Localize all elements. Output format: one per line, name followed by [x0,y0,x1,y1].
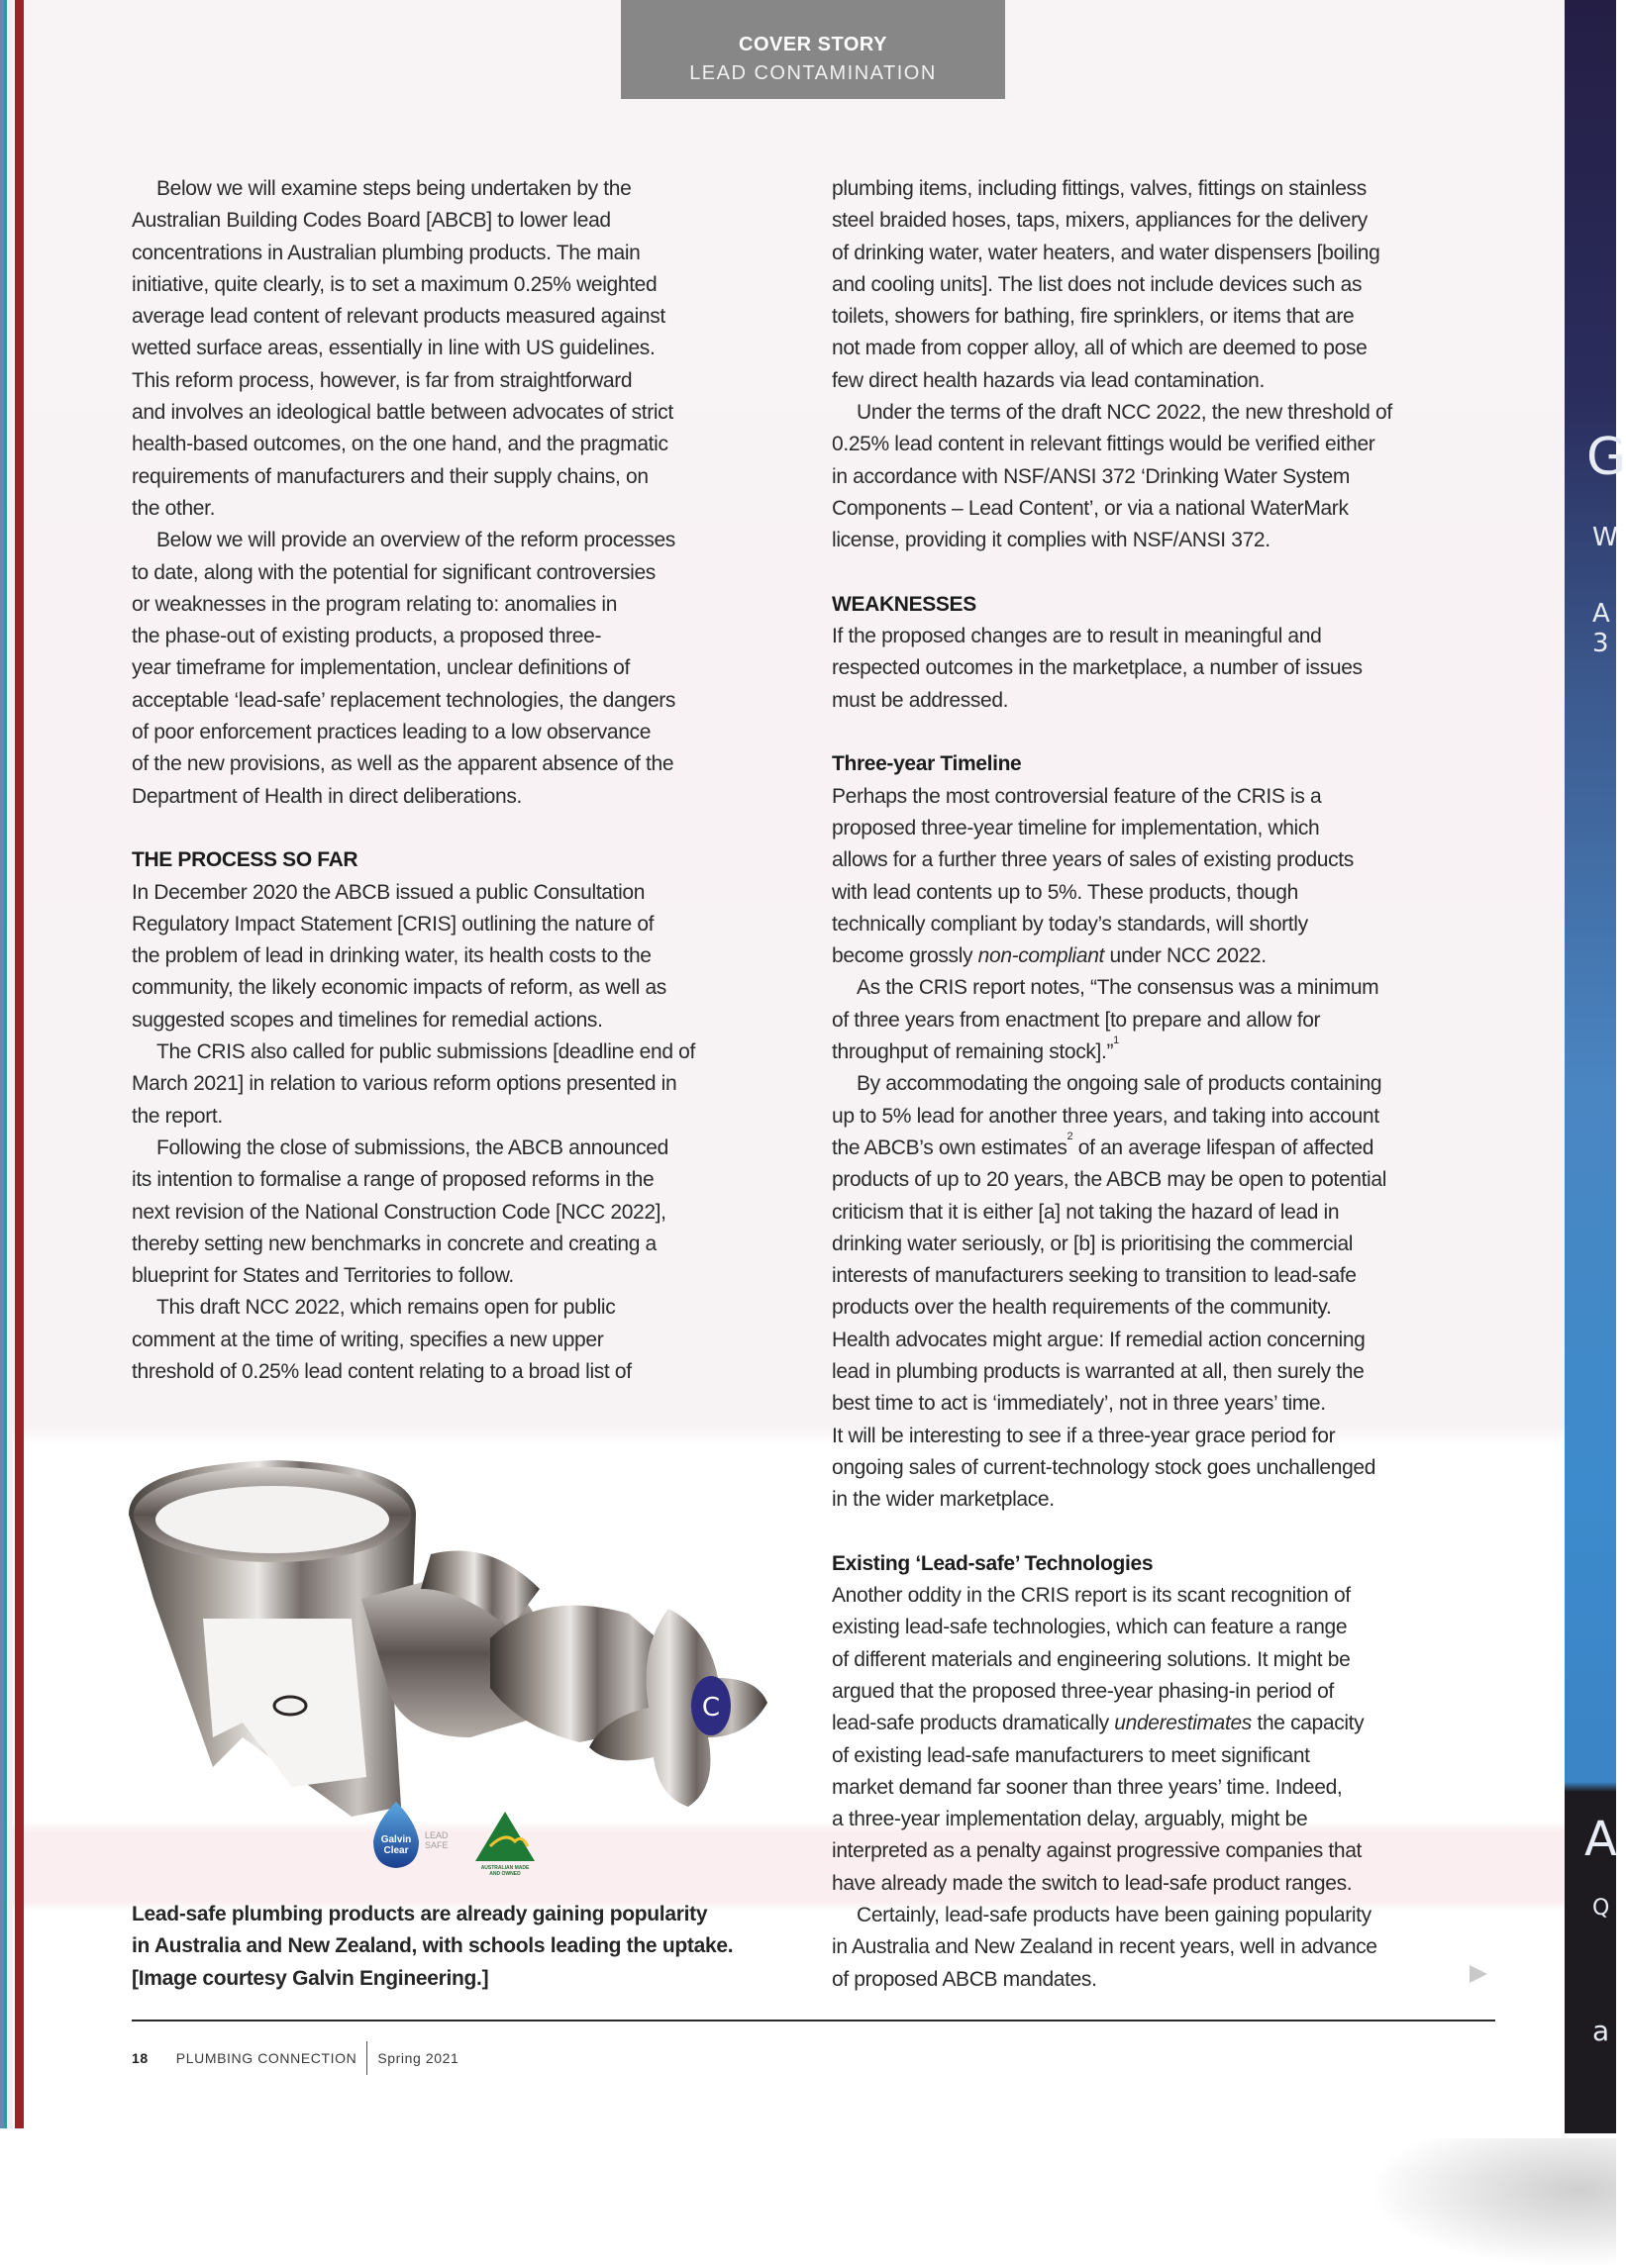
scan-shadow [1367,2138,1616,2268]
text-line: community, the likely economic impacts of reform, as well as [132,976,666,1000]
galvin-logo-text: Clear [383,1845,409,1856]
binding-stripe-red [15,0,24,2128]
timeline-paragraph-3-line: up to 5% lead for another three years, and taking into account [832,1104,1379,1128]
bleed-letter: a [1592,2015,1610,2047]
text-line: steel braided hoses, taps, mixers, appliances for the delivery [832,209,1368,233]
text-line: Under the terms of the draft NCC 2022, the new threshold of [857,401,1392,425]
publication-name: PLUMBING CONNECTION [175,2050,357,2066]
footer-divider [366,2041,367,2075]
text-line: must be addressed. [832,688,1009,712]
bleed-letter: A [1584,1812,1617,1867]
galvin-logo-text: Galvin [380,1834,412,1845]
lead-safe-text: SAFE [425,1840,449,1850]
text-line: Below we will examine steps being undertaken by the [156,177,632,200]
text-line: 0.25% lead content in relevant fittings would be verified either [832,433,1375,456]
text-line: acceptable ‘lead-safe’ replacement technologies, the dangers [132,688,676,712]
text-line: a three-year implementation delay, arguably, might be [832,1808,1308,1831]
aus-made-text: AUSTRALIAN MADE [480,1865,530,1871]
article-column-left [132,173,805,1388]
text-line: concentrations in Australian plumbing products. The main [132,241,641,264]
adjacent-page-bleed [1565,0,1626,2133]
continued-paragraph-2 [832,397,1505,556]
tech-paragraph-1-emphasis-line [832,1708,1505,1739]
text-line: initiative, quite clearly, is to set a maximum 0.25% weighted [132,272,658,296]
text-line: with lead contents up to 5%. These products, though [832,880,1298,904]
bleed-letter: Q [1592,1896,1610,1921]
text-line: the phase-out of existing products, a proposed three- [132,625,602,648]
text-line: Australian Building Codes Board [ABCB] to lower lead [132,209,611,233]
heading-three-year-timeline: Three-year Timeline [832,752,1022,776]
text-line: of different materials and engineering solutions. It might be [832,1647,1351,1671]
bracket-ring [129,1460,416,1817]
text-line: suggested scopes and timelines for remedial actions. [132,1008,603,1032]
tech-paragraph-2 [832,1900,1505,1996]
article-column-right [832,173,1505,1996]
text-line: argued that the proposed three-year phasing-in period of [832,1679,1334,1703]
continued-paragraph-1 [832,173,1505,397]
text-line: health-based outcomes, on the one hand, and the pragmatic [132,433,668,456]
process-paragraph-1 [132,877,805,1036]
text-run: the ABCB’s own estimates [832,1135,1067,1159]
text-line: its intention to formalise a range of proposed reforms in the [132,1168,655,1192]
text-line: blueprint for States and Territories to follow. [132,1264,514,1288]
tech-paragraph-1a [832,1580,1505,1708]
text-line: Following the close of submissions, the ABCB announced [156,1135,668,1159]
heading-weaknesses: WEAKNESSES [832,592,976,616]
text-line: Another oddity in the CRIS report is its scant recognition of [832,1584,1351,1608]
timeline-paragraph-1-last-line [832,940,1505,972]
text-line: In December 2020 the ABCB issued a public Consultation [132,880,646,904]
weaknesses-paragraph [832,621,1505,717]
text-line: criticism that it is either [a] not taking the hazard of lead in [832,1200,1340,1224]
text-line: year timeframe for implementation, unclear definitions of [132,656,630,680]
text-line: average lead content of relevant products measured against [132,305,665,329]
text-line: threshold of 0.25% lead content relating to a broad list of [132,1359,632,1383]
text-run: become grossly [832,944,978,968]
text-line: allows for a further three years of sales of existing products [832,848,1354,872]
page-footer [132,2041,458,2075]
section-title: LEAD CONTAMINATION [689,62,937,84]
emphasis-non-compliant: non-compliant [977,944,1105,968]
caption-line: Lead-safe plumbing products are already gaining popularity [132,1903,708,1925]
text-line: interests of manufacturers seeking to transition to lead-safe [832,1264,1357,1288]
intro-paragraph-1 [132,173,805,525]
text-line: in Australia and New Zealand in recent years, well in advance [832,1935,1377,1959]
spacer [132,813,805,844]
text-line: of existing lead-safe manufacturers to meet significant [832,1743,1310,1767]
text-line: existing lead-safe technologies, which can feature a range [832,1616,1348,1639]
text-line: proposed three-year timeline for implementation, which [832,816,1320,839]
text-line: wetted surface areas, essentially in line with US guidelines. [132,337,656,360]
text-line: Certainly, lead-safe products have been gaining popularity [857,1904,1372,1927]
timeline-paragraph-1 [832,781,1505,940]
text-line: requirements of manufacturers and their supply chains, on [132,464,649,488]
text-line: to date, along with the potential for significant controversies [132,560,656,584]
binding-stripe-light [7,0,13,2128]
text-line: The CRIS also called for public submissions [deadline end of [156,1040,695,1064]
caption-line: in Australia and New Zealand, with schools leading the uptake. [132,1934,734,1958]
text-line: Regulatory Impact Statement [CRIS] outlining the nature of [132,912,655,936]
text-line: Below we will provide an overview of the reform processes [156,529,675,552]
text-line: few direct health hazards via lead contamination. [832,368,1265,392]
text-line: the report. [132,1104,223,1128]
text-line: of three years from enactment [to prepare and allow for [832,1008,1321,1032]
footnote-ref-2: 2 [1067,1130,1073,1142]
aus-made-text: AND OWNED [489,1871,521,1877]
spacer [832,1516,1505,1547]
footnote-ref-1: 1 [1113,1035,1119,1047]
spacer [832,717,1505,748]
text-line: interpreted as a penalty against progressive companies that [832,1839,1363,1863]
timeline-paragraph-3-line [832,1130,1505,1164]
text-line: This draft NCC 2022, which remains open for public [156,1296,616,1320]
process-paragraph-3 [132,1133,805,1292]
text-line: Department of Health in direct deliberations. [132,784,522,808]
text-line: thereby setting new benchmarks in concrete and creating a [132,1232,657,1255]
text-line: ongoing sales of current-technology stock goes unchallenged [832,1455,1376,1479]
text-line: and cooling units]. The list does not include devices such as [832,272,1363,296]
caption-line: [Image courtesy Galvin Engineering.] [132,1966,489,1990]
bleed-letter: G [1586,428,1626,487]
text-line: have already made the switch to lead-safe product ranges. [832,1871,1353,1895]
text-line: lead in plumbing products is warranted at all, then surely the [832,1359,1365,1383]
text-line: of drinking water, water heaters, and water dispensers [boiling [832,241,1380,264]
text-line: or weaknesses in the program relating to: anomalies in [132,592,618,616]
text-line: technically compliant by today’s standards, will shortly [832,912,1308,936]
issue-date: Spring 2021 [377,2050,459,2066]
emphasis-underestimates: underestimates [1114,1712,1252,1735]
continued-arrow-icon [1470,1965,1487,1983]
text-line: drinking water seriously, or [b] is prioritising the commercial [832,1232,1354,1255]
process-paragraph-2 [132,1036,805,1133]
text-line: the other. [132,496,216,520]
lead-safe-text: LEAD [425,1830,449,1840]
text-line: Perhaps the most controversial feature of the CRIS is a [832,784,1322,808]
text-run: under NCC 2022. [1104,944,1267,968]
text-run: the capacity [1251,1712,1365,1735]
text-line: respected outcomes in the marketplace, a number of issues [832,656,1363,680]
heading-existing-lead-safe-technologies: Existing ‘Lead-safe’ Technologies [832,1551,1154,1575]
text-line: products of up to 20 years, the ABCB may be open to potential [832,1168,1387,1192]
text-line: of proposed ABCB mandates. [832,1967,1097,1991]
section-kicker: COVER STORY [739,34,887,55]
text-line: best time to act is ‘immediately’, not in three years’ time. [832,1392,1326,1416]
text-run: of an average lifespan of affected [1072,1135,1374,1159]
bleed-letter: A [1592,599,1610,629]
galvin-clear-logo [373,1802,449,1868]
bleed-letter: W [1592,523,1618,552]
text-line: of the new provisions, as well as the apparent absence of the [132,752,674,776]
intro-paragraph-2 [132,525,805,813]
text-run: lead-safe products dramatically [832,1712,1115,1735]
text-line: Components – Lead Content’, or via a national WaterMark [832,496,1349,520]
product-photo-lead-safe-tap [114,1440,807,1876]
text-line: As the CRIS report notes, “The consensus was a minimum [857,976,1379,1000]
timeline-paragraph-3-line: By accommodating the ongoing sale of products containing [857,1072,1382,1096]
text-line: Health advocates might argue: If remedial action concerning [832,1328,1366,1351]
text-line: and involves an ideological battle between advocates of strict [132,401,673,425]
bleed-letter: 3 [1592,629,1609,658]
text-line: in accordance with NSF/ANSI 372 ‘Drinking Water System [832,464,1351,488]
spacer [832,557,1505,589]
page-number: 18 [132,2050,149,2066]
figure-caption [132,1899,825,1995]
heading-process-so-far: THE PROCESS SO FAR [132,848,358,872]
text-line: products over the health requirements of the community. [832,1296,1332,1320]
text-line: market demand far sooner than three years’ time. Indeed, [832,1775,1343,1799]
australian-made-logo [475,1812,535,1877]
tech-paragraph-1b [832,1740,1505,1900]
text-line: March 2021] in relation to various reform options presented in [132,1072,677,1096]
footer-rule [132,2020,1495,2021]
text-line: license, providing it complies with NSF/ANSI 372. [832,529,1270,552]
text-line: It will be interesting to see if a three-year grace period for [832,1424,1336,1447]
text-line: the problem of lead in drinking water, its health costs to the [132,944,652,968]
text-line: next revision of the National Construction Code [NCC 2022], [132,1200,666,1224]
text-line: If the proposed changes are to result in meaningful and [832,625,1322,648]
cold-indicator-label: C [701,1693,721,1723]
text-line: plumbing items, including fittings, valves, fittings on stainless [832,177,1367,200]
timeline-paragraph-2 [832,972,1505,1036]
process-paragraph-4 [132,1292,805,1388]
timeline-paragraph-3-rest [832,1164,1505,1516]
text-run: throughput of remaining stock].” [832,1040,1114,1064]
text-line: in the wider marketplace. [832,1488,1055,1512]
text-line: not made from copper alloy, all of which are deemed to pose [832,337,1368,360]
text-line: This reform process, however, is far from straightforward [132,368,633,392]
section-header [621,0,1005,99]
text-line: toilets, showers for bathing, fire sprinklers, or items that are [832,305,1355,329]
text-line: of poor enforcement practices leading to a low observance [132,721,652,744]
text-line: comment at the time of writing, specifies a new upper [132,1328,604,1351]
timeline-paragraph-2-last-line [832,1036,1505,1068]
